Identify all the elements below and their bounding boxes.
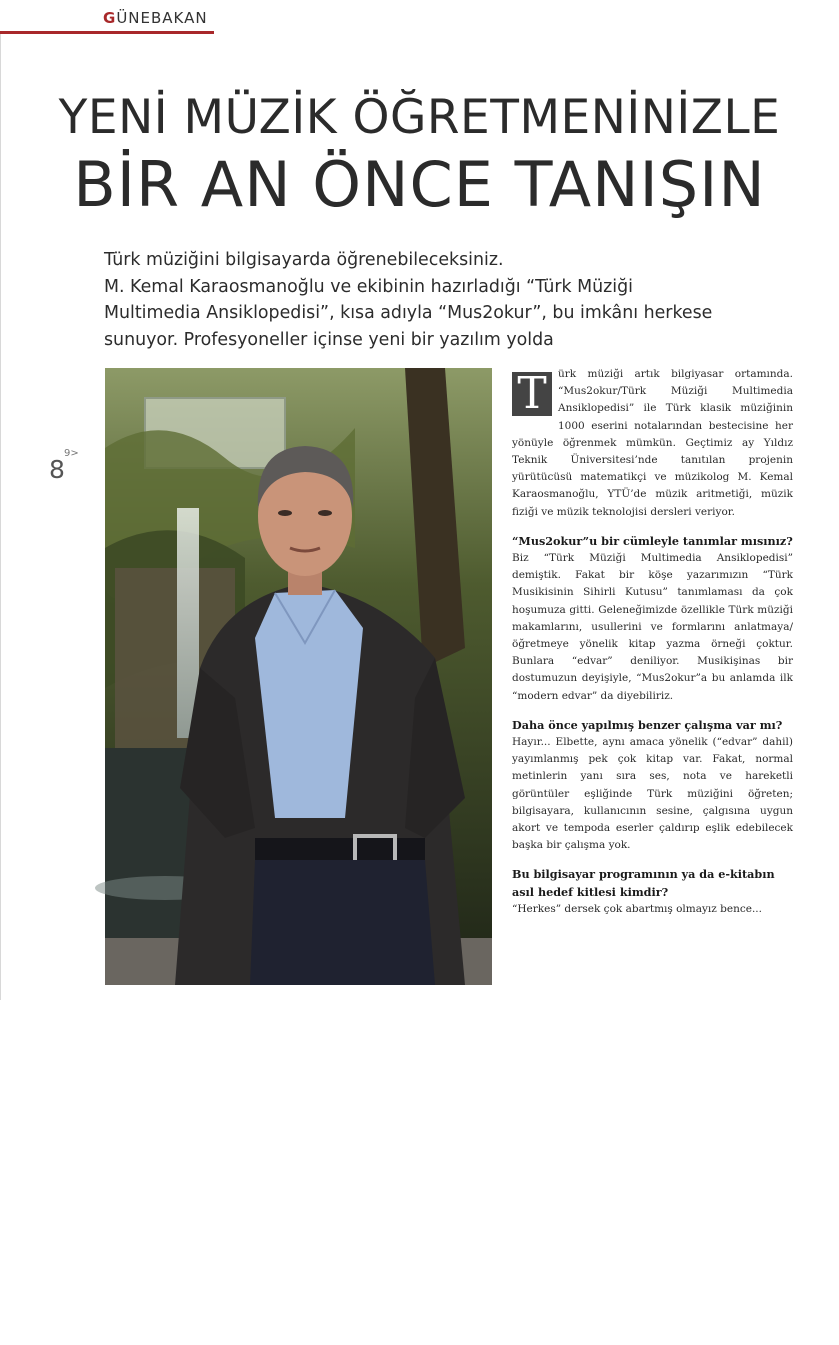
- article-intro: [512, 366, 793, 521]
- page-number: 8: [49, 455, 65, 484]
- question-3: Bu bilgisayar programının ya da e-kitabın asıl hedef kitlesi kimdir?: [512, 867, 775, 899]
- lead-line: Multimedia Ansiklopedisi”, kısa adıyla “Mus2okur”, bu imkânı herkese: [104, 303, 713, 323]
- answer-2: Hayır... Elbette, aynı amaca yönelik (“edvar” dahil) yayımlanmış pek çok kitap var. Fakat, normal metinlerin yanı sıra ses, nota ve hareketli görüntüler eşliğinde Türk müziğini öğreten; bilgisayara, kullanıcının sesine, çalgısına uygun akort ve tempoda eserler çaldırıp eşlik edebilecek başka bir çalışma yok.: [512, 736, 793, 852]
- question-1: “Mus2okur”u bir cümleyle tanımlar mısınız?: [512, 533, 793, 548]
- section-label-initial: G: [103, 9, 117, 27]
- lead-line: M. Kemal Karaosmanoğlu ve ekibinin hazırladığı “Türk Müziği: [104, 276, 634, 297]
- lead-paragraph: [104, 247, 784, 353]
- article-body: [512, 366, 793, 930]
- section-rule: [0, 31, 214, 34]
- belt: [255, 838, 425, 860]
- headline-line-1: YENİ MÜZİK ÖĞRETMENİNİZLE: [58, 90, 781, 145]
- shirt: [255, 590, 363, 818]
- section-label-rest: ÜNEBAKAN: [116, 9, 208, 27]
- headline-line-2: BİR AN ÖNCE TANIŞIN: [73, 148, 766, 221]
- intro-text: ürk müziği artık bilgiyasar ortamında. “Mus2okur/Türk Müziği Multimedia Ansiklopedisi” ile Türk klasik müziğinin 1000 eserini notalarından bestecisine her yönüyle öğrenmek mümkün. Geçtimiz ay Yıldız Teknik Üniversitesi’nde tanıtılan projenin yürütücüsü matematikçi ve müzikolog M. Kemal Karaosmanoğlu, YTÜ’de müzik aritmetiği, müzik fiziği ve müzik teknolojisi dersleri veriyor.: [512, 368, 793, 518]
- trousers: [250, 860, 435, 985]
- answer-1: Biz “Türk Müziği Multimedia Ansiklopedisi” demiştik. Fakat bir köşe yazarımızın “Türk Musikisinin Sihirli Kutusu” tanımlaması da çok hoşumuza gitti. Geleneğimizde özellikle Türk müziği makamlarını, usullerini ve formlarını anlatmaya/öğretmeye yönelik kitap yazma örneği çoktur. Bunlara “edvar” deniliyor. Musikişinas bir dostumuzun deyişiyle, “Mus2okur”a bu anlamda ilk “modern edvar” da diyebiliriz.: [512, 552, 793, 702]
- photo-credit: Fotoğraf: Aykut Karadere: [493, 1335, 605, 1345]
- lead-line: sunuyor. Profesyoneller içinse yeni bir yazılım yolda: [104, 329, 554, 350]
- section-label: [103, 9, 208, 27]
- drop-cap: T: [512, 372, 552, 416]
- question-2: Daha önce yapılmış benzer çalışma var mı?: [512, 717, 783, 732]
- lead-line: Türk müziğini bilgisayarda öğrenebileceksiniz.: [104, 250, 504, 270]
- page-number-marker: 9>: [64, 448, 79, 459]
- portrait-photo: [105, 368, 605, 1345]
- answer-3: “Herkes” dersek çok abartmış olmayız bence...: [512, 902, 762, 915]
